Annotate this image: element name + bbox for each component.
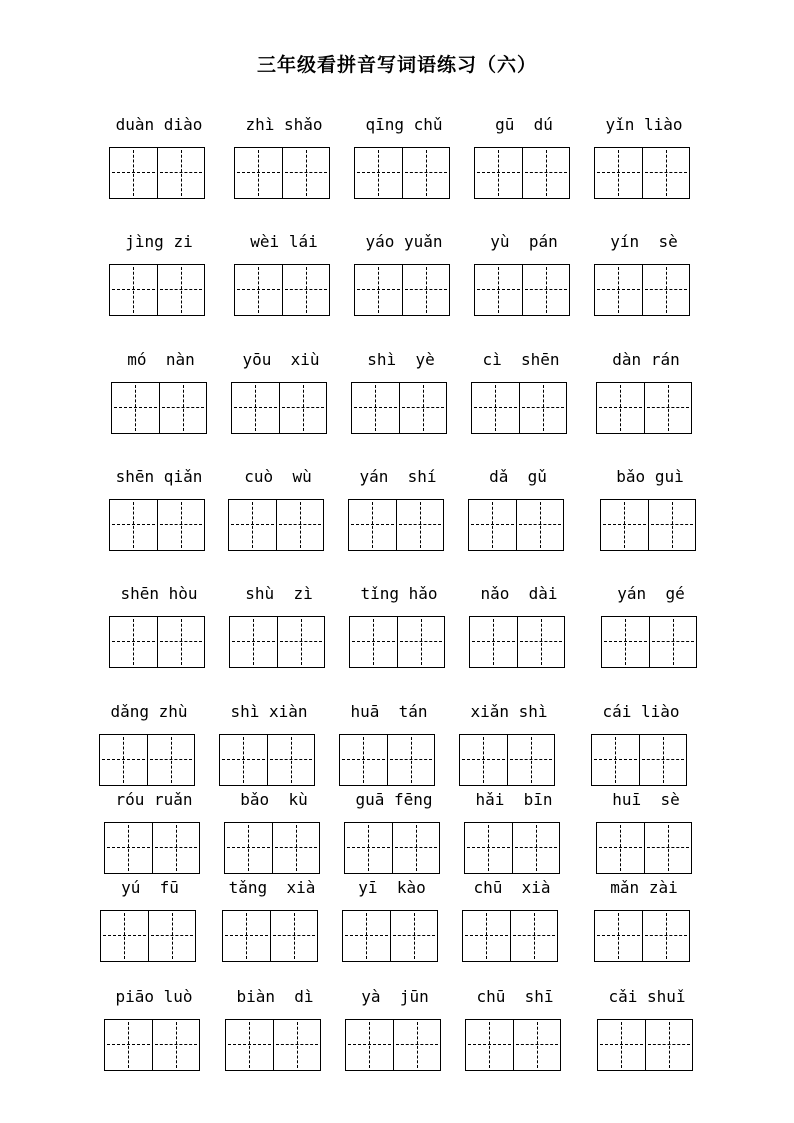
tian-ge-cell[interactable]	[223, 911, 270, 961]
writing-grid[interactable]	[596, 382, 692, 434]
pinyin-label: hǎi bīn	[475, 790, 553, 809]
writing-grid[interactable]	[228, 499, 324, 551]
tian-ge-cell[interactable]	[597, 823, 644, 873]
tian-ge-cell[interactable]	[232, 383, 279, 433]
pinyin-label: bǎo kù	[240, 790, 308, 809]
tian-ge-cell[interactable]	[402, 148, 449, 198]
tian-ge-cell[interactable]	[645, 1020, 692, 1070]
tian-ge-cell[interactable]	[522, 148, 569, 198]
tian-ge-cell[interactable]	[345, 823, 392, 873]
tian-ge-cell[interactable]	[230, 617, 277, 667]
tian-ge-cell[interactable]	[513, 1020, 560, 1070]
pinyin-label: yǐn liào	[605, 115, 683, 134]
writing-grid[interactable]	[99, 734, 195, 786]
pinyin-label: xiǎn shì	[470, 702, 548, 721]
writing-grid[interactable]	[339, 734, 435, 786]
tian-ge-cell[interactable]	[101, 911, 148, 961]
pinyin-label: cì shēn	[482, 350, 560, 369]
tian-ge-cell[interactable]	[277, 617, 324, 667]
writing-grid[interactable]	[462, 910, 558, 962]
pinyin-label: chū xià	[473, 878, 551, 897]
tian-ge-cell[interactable]	[522, 265, 569, 315]
tian-ge-cell[interactable]	[402, 265, 449, 315]
writing-grid[interactable]	[231, 382, 327, 434]
tian-ge-cell[interactable]	[399, 383, 446, 433]
writing-grid[interactable]	[104, 1019, 200, 1071]
tian-ge-cell[interactable]	[350, 617, 397, 667]
tian-ge-cell[interactable]	[460, 735, 507, 785]
tian-ge-cell[interactable]	[220, 735, 267, 785]
pinyin-label: dàn rán	[612, 350, 680, 369]
writing-grid[interactable]	[349, 616, 445, 668]
tian-ge-cell[interactable]	[276, 500, 323, 550]
tian-ge-cell[interactable]	[466, 1020, 513, 1070]
tian-ge-cell[interactable]	[463, 911, 510, 961]
writing-grid[interactable]	[234, 147, 330, 199]
pinyin-label: yáo yuǎn	[365, 232, 443, 251]
tian-ge-cell[interactable]	[642, 148, 689, 198]
tian-ge-cell[interactable]	[159, 383, 206, 433]
tian-ge-cell[interactable]	[157, 500, 204, 550]
tian-ge-cell[interactable]	[272, 823, 319, 873]
tian-ge-cell[interactable]	[642, 265, 689, 315]
tian-ge-cell[interactable]	[393, 1020, 440, 1070]
tian-ge-cell[interactable]	[475, 265, 522, 315]
tian-ge-cell[interactable]	[110, 148, 157, 198]
writing-grid[interactable]	[234, 264, 330, 316]
pinyin-label: guā fēng	[355, 790, 433, 809]
tian-ge-cell[interactable]	[157, 265, 204, 315]
writing-grid[interactable]	[224, 822, 320, 874]
pinyin-label: cǎi shuǐ	[608, 987, 686, 1006]
tian-ge-cell[interactable]	[507, 735, 554, 785]
writing-grid[interactable]	[222, 910, 318, 962]
tian-ge-cell[interactable]	[598, 1020, 645, 1070]
writing-grid[interactable]	[345, 1019, 441, 1071]
pinyin-label: tǎng xià	[228, 878, 316, 897]
pinyin-label: yōu xiù	[242, 350, 320, 369]
pinyin-label: chū shī	[476, 987, 554, 1006]
tian-ge-cell[interactable]	[282, 265, 329, 315]
pinyin-label: qīng chǔ	[365, 115, 443, 134]
tian-ge-cell[interactable]	[105, 1020, 152, 1070]
writing-grid[interactable]	[468, 499, 564, 551]
pinyin-label: yú fū	[121, 878, 179, 897]
writing-grid[interactable]	[474, 147, 570, 199]
pinyin-label: huā tán	[350, 702, 428, 721]
tian-ge-cell[interactable]	[267, 735, 314, 785]
tian-ge-cell[interactable]	[110, 617, 157, 667]
writing-grid[interactable]	[109, 499, 205, 551]
tian-ge-cell[interactable]	[639, 735, 686, 785]
tian-ge-cell[interactable]	[157, 148, 204, 198]
tian-ge-cell[interactable]	[346, 1020, 393, 1070]
tian-ge-cell[interactable]	[226, 1020, 273, 1070]
tian-ge-cell[interactable]	[355, 148, 402, 198]
writing-grid[interactable]	[225, 1019, 321, 1071]
tian-ge-cell[interactable]	[152, 823, 199, 873]
writing-grid[interactable]	[471, 382, 567, 434]
tian-ge-cell[interactable]	[235, 265, 282, 315]
writing-grid[interactable]	[464, 822, 560, 874]
pinyin-label: mǎn zài	[610, 878, 678, 897]
pinyin-label: yín sè	[610, 232, 678, 251]
tian-ge-cell[interactable]	[349, 500, 396, 550]
tian-ge-cell[interactable]	[470, 617, 517, 667]
pinyin-label: yán shí	[359, 467, 437, 486]
tian-ge-cell[interactable]	[510, 911, 557, 961]
pinyin-label: jìng zi	[125, 232, 193, 251]
writing-grid[interactable]	[354, 264, 450, 316]
pinyin-label: yù pán	[490, 232, 558, 251]
tian-ge-cell[interactable]	[601, 500, 648, 550]
writing-grid[interactable]	[594, 910, 690, 962]
pinyin-label: piāo luò	[115, 987, 193, 1006]
pinyin-label: duàn diào	[115, 115, 203, 134]
tian-ge-cell[interactable]	[595, 265, 642, 315]
tian-ge-cell[interactable]	[396, 500, 443, 550]
pinyin-label: tǐng hǎo	[360, 584, 438, 603]
writing-grid[interactable]	[600, 499, 696, 551]
tian-ge-cell[interactable]	[112, 383, 159, 433]
tian-ge-cell[interactable]	[110, 265, 157, 315]
writing-grid[interactable]	[465, 1019, 561, 1071]
pinyin-label: biàn dì	[236, 987, 314, 1006]
pinyin-label: shì yè	[367, 350, 435, 369]
tian-ge-cell[interactable]	[355, 265, 402, 315]
pinyin-label: shēn hòu	[120, 584, 198, 603]
tian-ge-cell[interactable]	[595, 911, 642, 961]
pinyin-label: nǎo dài	[480, 584, 558, 603]
tian-ge-cell[interactable]	[387, 735, 434, 785]
pinyin-label: shì xiàn	[230, 702, 308, 721]
tian-ge-cell[interactable]	[602, 617, 649, 667]
writing-grid[interactable]	[100, 910, 196, 962]
tian-ge-cell[interactable]	[235, 148, 282, 198]
tian-ge-cell[interactable]	[110, 500, 157, 550]
writing-grid[interactable]	[109, 616, 205, 668]
writing-grid[interactable]	[594, 147, 690, 199]
writing-grid[interactable]	[229, 616, 325, 668]
pinyin-label: yà jūn	[361, 987, 429, 1006]
tian-ge-cell[interactable]	[516, 500, 563, 550]
pinyin-label: róu ruǎn	[115, 790, 193, 809]
writing-grid[interactable]	[342, 910, 438, 962]
pinyin-label: huī sè	[612, 790, 680, 809]
tian-ge-cell[interactable]	[225, 823, 272, 873]
tian-ge-cell[interactable]	[148, 911, 195, 961]
pinyin-label: shēn qiǎn	[115, 467, 203, 486]
tian-ge-cell[interactable]	[147, 735, 194, 785]
writing-grid[interactable]	[594, 264, 690, 316]
writing-grid[interactable]	[348, 499, 444, 551]
tian-ge-cell[interactable]	[152, 1020, 199, 1070]
tian-ge-cell[interactable]	[343, 911, 390, 961]
tian-ge-cell[interactable]	[648, 500, 695, 550]
writing-grid[interactable]	[459, 734, 555, 786]
writing-grid[interactable]	[219, 734, 315, 786]
tian-ge-cell[interactable]	[649, 617, 696, 667]
writing-grid[interactable]	[591, 734, 687, 786]
pinyin-label: wèi lái	[250, 232, 318, 251]
tian-ge-cell[interactable]	[270, 911, 317, 961]
pinyin-label: yī kào	[358, 878, 426, 897]
tian-ge-cell[interactable]	[100, 735, 147, 785]
writing-grid[interactable]	[596, 822, 692, 874]
tian-ge-cell[interactable]	[390, 911, 437, 961]
writing-grid[interactable]	[597, 1019, 693, 1071]
tian-ge-cell[interactable]	[397, 617, 444, 667]
worksheet-title: 三年级看拼音写词语练习（六）	[256, 54, 537, 76]
tian-ge-cell[interactable]	[282, 148, 329, 198]
pinyin-label: cái liào	[602, 702, 680, 721]
pinyin-label: bǎo guì	[616, 467, 684, 486]
tian-ge-cell[interactable]	[517, 617, 564, 667]
tian-ge-cell[interactable]	[472, 383, 519, 433]
tian-ge-cell[interactable]	[519, 383, 566, 433]
writing-grid[interactable]	[601, 616, 697, 668]
tian-ge-cell[interactable]	[642, 911, 689, 961]
pinyin-label: dǎ gǔ	[489, 467, 547, 486]
pinyin-label: zhì shǎo	[245, 115, 323, 134]
tian-ge-cell[interactable]	[644, 383, 691, 433]
tian-ge-cell[interactable]	[105, 823, 152, 873]
tian-ge-cell[interactable]	[592, 735, 639, 785]
tian-ge-cell[interactable]	[229, 500, 276, 550]
tian-ge-cell[interactable]	[644, 823, 691, 873]
pinyin-label: cuò wù	[244, 467, 312, 486]
tian-ge-cell[interactable]	[595, 148, 642, 198]
tian-ge-cell[interactable]	[340, 735, 387, 785]
tian-ge-cell[interactable]	[273, 1020, 320, 1070]
writing-grid[interactable]	[344, 822, 440, 874]
tian-ge-cell[interactable]	[475, 148, 522, 198]
pinyin-label: shù zì	[245, 584, 313, 603]
tian-ge-cell[interactable]	[469, 500, 516, 550]
writing-grid[interactable]	[109, 264, 205, 316]
pinyin-label: gū dú	[495, 115, 553, 134]
writing-grid[interactable]	[351, 382, 447, 434]
tian-ge-cell[interactable]	[352, 383, 399, 433]
tian-ge-cell[interactable]	[392, 823, 439, 873]
tian-ge-cell[interactable]	[279, 383, 326, 433]
tian-ge-cell[interactable]	[465, 823, 512, 873]
writing-grid[interactable]	[109, 147, 205, 199]
writing-grid[interactable]	[354, 147, 450, 199]
pinyin-label: dǎng zhù	[110, 702, 188, 721]
pinyin-label: yán gé	[617, 584, 685, 603]
pinyin-label: mó nàn	[127, 350, 195, 369]
tian-ge-cell[interactable]	[512, 823, 559, 873]
writing-grid[interactable]	[111, 382, 207, 434]
tian-ge-cell[interactable]	[597, 383, 644, 433]
writing-grid[interactable]	[474, 264, 570, 316]
writing-grid[interactable]	[469, 616, 565, 668]
writing-grid[interactable]	[104, 822, 200, 874]
tian-ge-cell[interactable]	[157, 617, 204, 667]
